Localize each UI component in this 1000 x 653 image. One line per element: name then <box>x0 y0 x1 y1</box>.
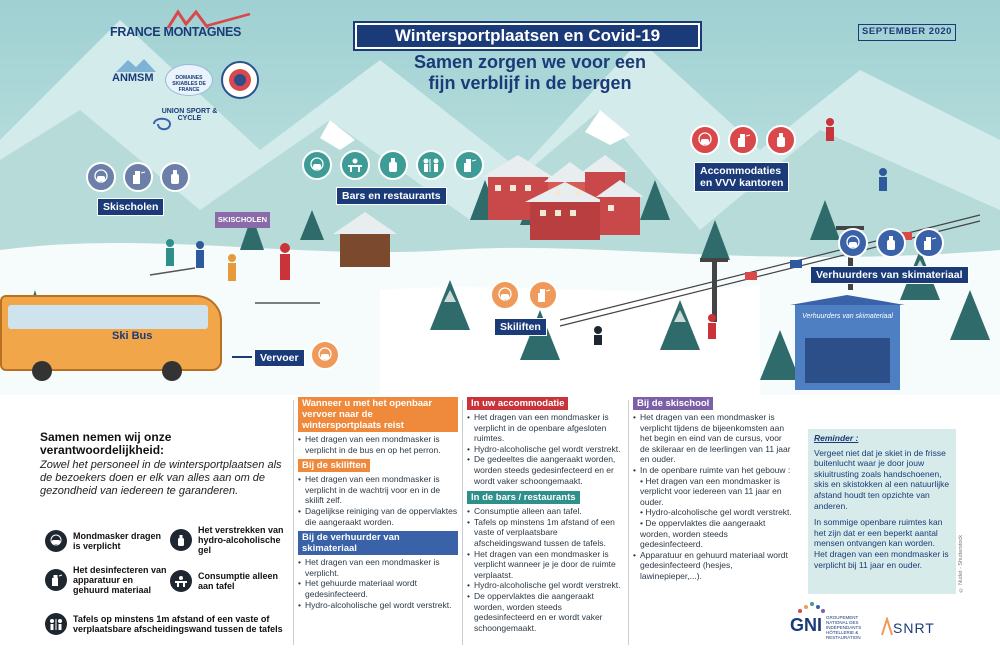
list-item: • Het dragen van een mondmasker is verplicht in de bus en op het perron. <box>298 434 458 455</box>
ski-bus <box>0 295 222 371</box>
legend-item-sanitizer <box>170 525 285 555</box>
tag-accommodaties-line-2: en VVV kantoren <box>700 177 784 189</box>
union-swirl-icon <box>152 114 172 134</box>
tag-bars-restaurants: Bars en restaurants <box>336 187 447 205</box>
column-divider <box>293 400 294 645</box>
heading-bars: In de bars / restaurants <box>467 491 580 504</box>
distance-icon <box>416 150 446 180</box>
subtitle-line-2: fijn verblijf in de bergen <box>428 73 632 93</box>
sub-item: • De oppervlaktes die aangeraakt worden, worden steeds gedesinfecteerd. <box>640 517 766 550</box>
tag-verhuurders: Verhuurders van skimateriaal <box>810 266 969 284</box>
column-divider <box>628 400 629 645</box>
anmsm-mountain-icon <box>116 58 156 72</box>
spray-icon <box>123 162 153 192</box>
heading-verhuurder: Bij de verhuurder van skimateriaal <box>298 531 458 555</box>
list-item: • Tafels op minstens 1m afstand of een vaste of verplaatsbare afscheidingswand tussen de tafels. <box>467 517 624 549</box>
sub-item: • Hydro-alcoholische gel wordt verstrekt. <box>640 507 792 518</box>
gni-subtitle: GROUPEMENT NATIONAL DES INDÉPENDANTS HÔTELLERIE & RESTAURATION <box>826 615 862 640</box>
sanitizer-icon <box>160 162 190 192</box>
sanitizer-icon <box>766 125 796 155</box>
tag-skischolen: Skischolen <box>97 198 164 216</box>
column-divider <box>462 400 463 645</box>
reminder-box <box>808 429 956 594</box>
mask-icon <box>86 162 116 192</box>
table-icon <box>340 150 370 180</box>
reminder-paragraph: In sommige openbare ruimtes kan het zijn dat er een beperkt aantal mensen ontvangen kan worden. Het dragen van een mondmasker is verplicht bij 11 jaar en ouder. <box>814 517 949 570</box>
gni-dots-icon <box>796 601 826 615</box>
legend-item-spray <box>45 565 170 595</box>
distance-icon <box>45 613 67 635</box>
gni-logo: GNI <box>790 615 823 635</box>
legend-label: Consumptie alleen aan tafel <box>198 571 279 591</box>
mask-icon <box>45 530 67 552</box>
reminder-paragraph: Vergeet niet dat je skiet in de frisse buitenlucht waar je door jouw skiuitrusting zoals handschoenen, skis en skistokken al een natuurlijke afstand houdt ten opzichte van anderen. <box>814 447 950 511</box>
list-item: • Consumptie alleen aan tafel. <box>467 506 624 517</box>
legend-label: Tafels op minstens 1m afstand of een vaste of verplaatsbare afscheidingswand tussen de tafels <box>73 614 283 634</box>
list-item: • Het dragen van een mondmasker is verplicht tijdens de bijeenkomsten aan het begin en eind van de cursus, voor de skileraar en de leerlingen van 11 jaar en ouder. <box>633 412 793 465</box>
legend-label: Mondmasker dragen is verplicht <box>73 531 162 551</box>
list-item: • Het dragen van een mondmasker is verplicht in de wachtrij voor en in de skilift zelf. <box>298 474 458 506</box>
tag-accommodaties-line-1: Accommodaties <box>700 165 782 177</box>
legend-item-distance <box>45 613 290 635</box>
ski-bus-label: Ski Bus <box>112 330 153 342</box>
column-skischool <box>633 397 793 582</box>
mask-icon <box>690 125 720 155</box>
list-item: • Hydro-alcoholische gel wordt verstrekt. <box>467 580 624 591</box>
heading-skischool: Bij de skischool <box>633 397 713 410</box>
esf-logo <box>220 60 260 100</box>
page-title: Wintersportplaatsen en Covid-19 <box>355 23 700 49</box>
list-item: • Het dragen van een mondmasker is verplicht wanneer je je door de ruimte verplaatst. <box>467 549 624 581</box>
list-item: • Het dragen van een mondmasker is verplicht in de openbare afgesloten ruimtes. <box>467 412 624 444</box>
legend-item-mask <box>45 530 170 552</box>
mask-icon <box>302 150 332 180</box>
list-item: • Hydro-alcoholische gel wordt verstrekt. <box>298 600 458 611</box>
spray-icon <box>454 150 484 180</box>
sanitizer-icon <box>876 228 906 258</box>
tag-accommodaties <box>694 162 789 192</box>
list-item: • Apparatuur en gehuurd materiaal wordt gedesinfecteerd (hesjes, lawinepieper,...). <box>633 550 793 582</box>
image-credit: © Nutlet - Shutterstock <box>958 535 964 593</box>
vervoer-connector <box>232 356 252 358</box>
list-item: • De oppervlaktes die aangeraakt worden, worden steeds gedesinfecteerd en er wordt vaker schoongemaakt. <box>467 591 624 633</box>
list-item: • Het gehuurde materiaal wordt gedesinfecteerd. <box>298 578 458 599</box>
skischolen-sign: SKISCHOLEN <box>215 212 270 228</box>
tag-vervoer: Vervoer <box>254 349 305 367</box>
info-section <box>0 395 1000 653</box>
column-vervoer-skiliften-verhuurder <box>298 397 458 610</box>
subtitle-line-1: Samen zorgen we voor een <box>413 52 647 72</box>
list-item: • Dagelijkse reiniging van de oppervlaktes die aangeraakt worden. <box>298 506 458 527</box>
list-item: • Hydro-alcoholische gel wordt verstrekt. <box>467 444 624 455</box>
list-item: • In de openbare ruimte van het gebouw : <box>633 465 793 476</box>
mask-icon <box>490 280 520 310</box>
snrt-logo: SNRT <box>893 620 935 636</box>
legend-label: Het verstrekken van hydro-alcoholische gel <box>198 525 284 555</box>
page-subtitle <box>380 52 680 94</box>
reminder-heading: Reminder : <box>814 433 859 443</box>
heading-skiliften: Bij de skiliften <box>298 459 370 472</box>
list-item: • De gedeeltes die aangeraakt worden, worden steeds gedesinfecteerd en er wordt vaker schoongemaakt. <box>467 454 624 486</box>
rental-shop-sign: Verhuurders van skimateriaal <box>800 310 895 332</box>
intro-text: Zowel het personeel in de wintersportplaatsen als de bezoekers doen er elk van alles aan om de gezondheid van iedereen te garanderen. <box>40 459 282 497</box>
sanitizer-icon <box>170 529 192 551</box>
list-item: • Het dragen van een mondmasker is verplicht. <box>298 557 458 578</box>
domaines-skiables-logo: DOMAINES SKIABLES DE FRANCE <box>165 64 213 96</box>
anmsm-logo: ANMSM <box>112 72 154 84</box>
intro-title: Samen nemen wij onze verantwoordelijkheid: <box>40 430 172 457</box>
spray-icon <box>914 228 944 258</box>
intro-block <box>40 431 285 498</box>
date-badge: SEPTEMBER 2020 <box>858 24 956 41</box>
sub-item: • Het dragen van een mondmasker is verplicht voor iedereen van 11 jaar en ouder. <box>640 475 782 507</box>
mask-icon <box>310 340 340 370</box>
spray-icon <box>45 569 67 591</box>
france-montagnes-text: FRANCE MONTAGNES <box>110 25 242 39</box>
legend-item-table <box>170 570 285 592</box>
snrt-mark-icon <box>880 617 894 637</box>
union-sport-cycle-logo: UNION SPORT & CYCLE <box>161 108 218 122</box>
spray-icon <box>728 125 758 155</box>
heading-vervoer: Wanneer u met het openbaar vervoer naar de wintersportplaats reist <box>298 397 458 432</box>
mask-icon <box>838 228 868 258</box>
tag-skiliften: Skiliften <box>494 318 547 336</box>
sanitizer-icon <box>378 150 408 180</box>
legend-label: Het desinfecteren van apparatuur en gehuurd materiaal <box>73 565 167 595</box>
table-icon <box>170 570 192 592</box>
spray-icon <box>528 280 558 310</box>
heading-accommodatie: In uw accommodatie <box>467 397 568 410</box>
column-accommodatie-bars <box>467 397 624 633</box>
